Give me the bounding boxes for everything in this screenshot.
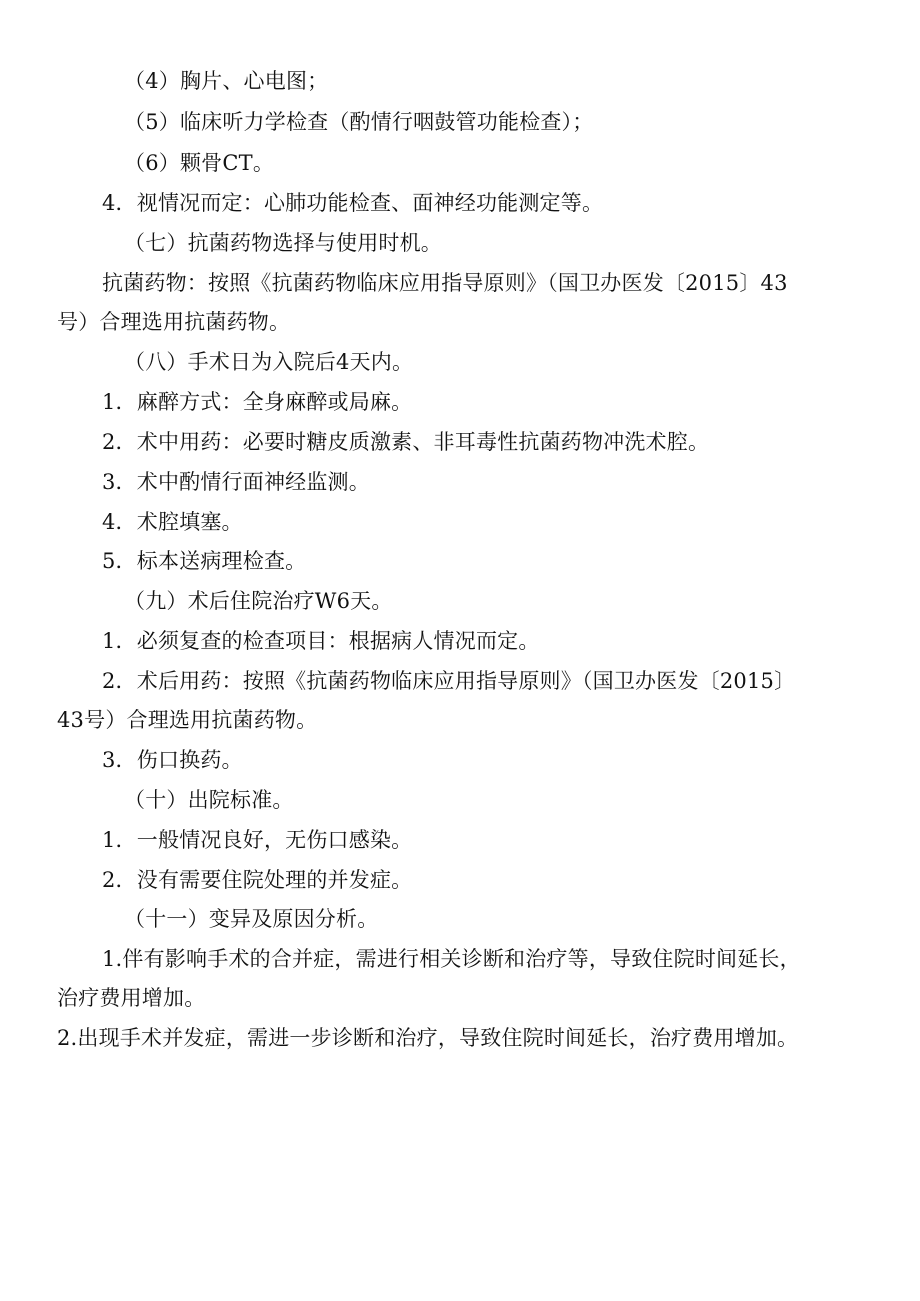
line-9: 1．麻醉方式：全身麻醉或局麻。 xyxy=(102,390,413,414)
line-1: （4）胸片、心电图； xyxy=(124,69,329,93)
line-8: （八）手术日为入院后4天内。 xyxy=(124,350,414,374)
line-17: 43号）合理选用抗菌药物。 xyxy=(57,708,318,732)
line-11: 3．术中酌情行面神经监测。 xyxy=(102,470,370,494)
line-20: 1．一般情况良好，无伤口感染。 xyxy=(102,828,413,852)
line-6: 抗菌药物：按照《抗菌药物临床应用指导原则》（国卫办医发〔2015〕43 xyxy=(102,271,788,295)
line-15: 1．必须复查的检查项目：根据病人情况而定。 xyxy=(102,629,540,653)
line-13: 5．标本送病理检查。 xyxy=(102,549,307,573)
line-5: （七）抗菌药物选择与使用时机。 xyxy=(124,231,442,255)
line-23: 1.伴有影响手术的合并症，需进行相关诊断和治疗等，导致住院时间延长， xyxy=(102,947,801,971)
line-18: 3．伤口换药。 xyxy=(102,748,243,772)
line-14: （九）术后住院治疗W6天。 xyxy=(124,589,393,613)
line-2: （5）临床听力学检查（酌情行咽鼓管功能检查）； xyxy=(124,110,594,134)
line-22: （十一）变异及原因分析。 xyxy=(124,907,379,931)
line-24: 治疗费用增加。 xyxy=(57,986,206,1010)
line-19: （十）出院标准。 xyxy=(124,788,294,812)
line-7: 号）合理选用抗菌药物。 xyxy=(57,310,291,334)
line-21: 2．没有需要住院处理的并发症。 xyxy=(102,868,413,892)
line-25: 2.出现手术并发症，需进一步诊断和治疗，导致住院时间延长，治疗费用增加。 xyxy=(57,1026,799,1050)
line-12: 4．术腔填塞。 xyxy=(102,510,243,534)
line-16: 2．术后用药：按照《抗菌药物临床应用指导原则》（国卫办医发〔2015〕 xyxy=(102,669,796,693)
line-10: 2．术中用药：必要时糖皮质激素、非耳毒性抗菌药物冲洗术腔。 xyxy=(102,430,710,454)
line-3: （6）颗骨CT。 xyxy=(124,151,275,175)
line-4: 4．视情况而定：心肺功能检查、面神经功能测定等。 xyxy=(102,191,604,215)
